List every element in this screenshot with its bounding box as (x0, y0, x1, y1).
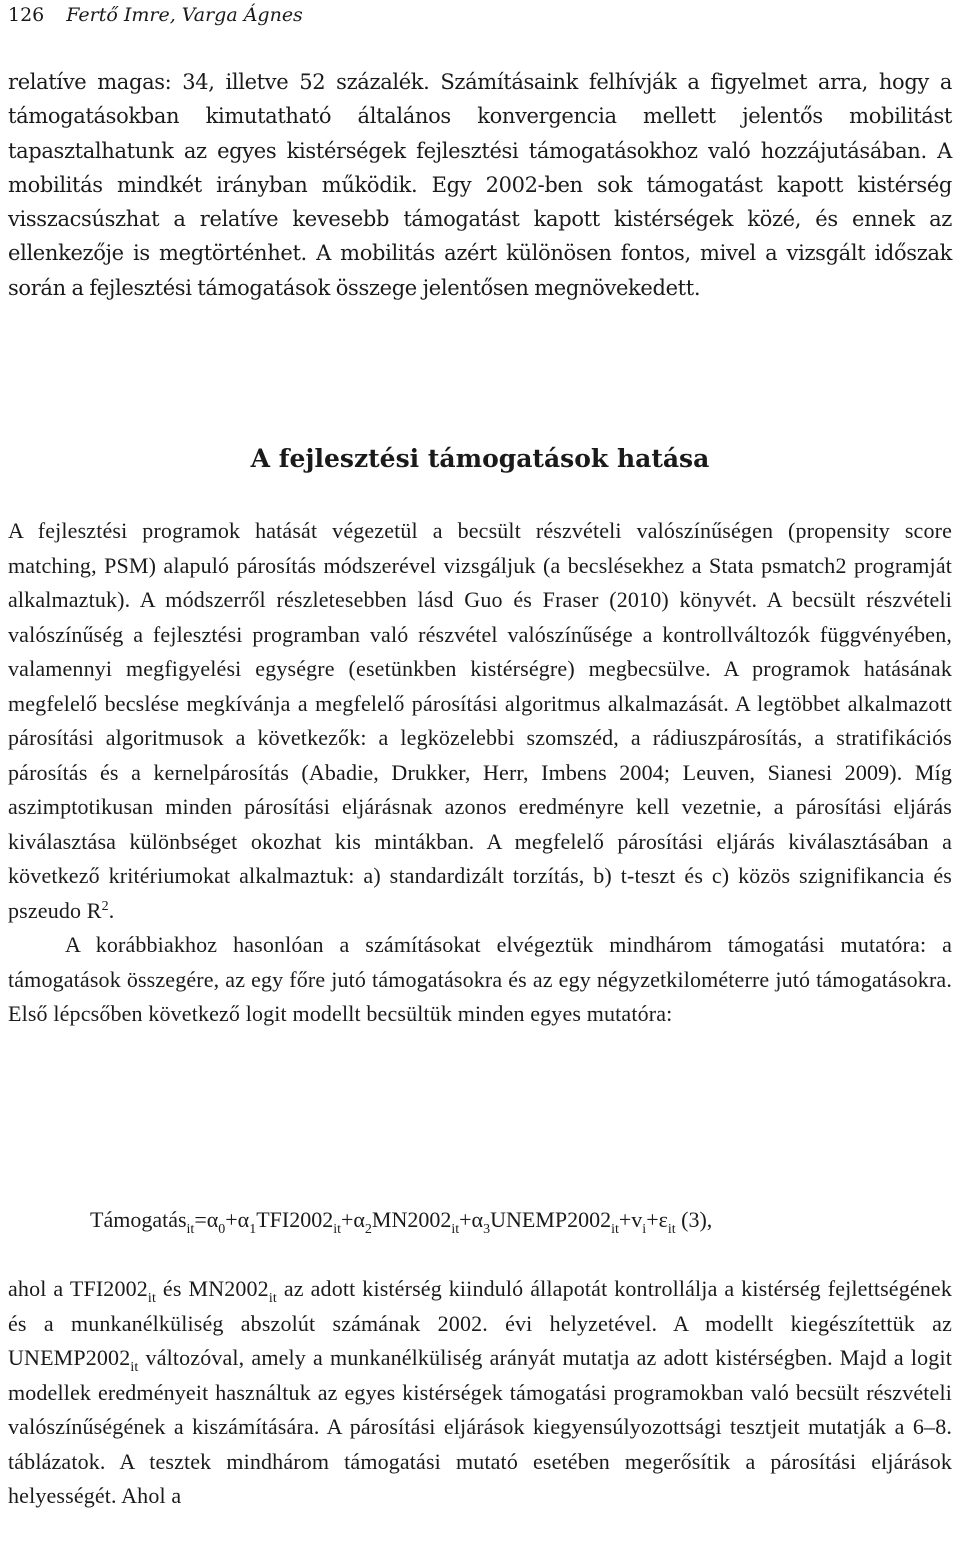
section-body (8, 514, 952, 1032)
paragraph-psm-text: A fejlesztési programok hatását végezetül a becsült részvételi valószínűségen (propensity score matching, PSM) alapuló párosítás módszerével vizsgáljuk (a becslésekhez a Stata psmatch2 programját alkalmaztuk). A módszerről részletesebben lásd Guo és Fraser (2010) könyvét. A becsült részvételi valószínűség a fejlesztési programban való részvétel valószínűsége a kontrollváltozók függvényében, valamennyi megfigyelési egységre (esetünkben kistérségre) megbecsülve. A programok hatásának megfelelő becslése megkívánja a megfelelő párosítási algoritmus alkalmazását. A legtöbbet alkalmazott párosítási algoritmusok a következők: a legközelebbi szomszéd, a rádiuszpárosítás, a stratifikációs párosítás és a kernelpárosítás (Abadie, Drukker, Herr, Imbens 2004; Leuven, Sianesi 2009). Míg aszimptotikusan minden párosítási eljárásnak azonos eredményre kell vezetnie, a párosítási eljárás kiválasztása különbséget okozhat kis mintákban. A megfelelő párosítási eljárás kiválasztásában a következő kritériumokat alkalmaztuk: a) standardizált torzítás, b) t-teszt és c) közös szignifikancia és pszeudo R (8, 518, 952, 923)
equation-number: (3), (675, 1207, 713, 1232)
paragraph-model-description: ahol a $TFI2002_{it}$ és $MN2002_{it}$ az adott kistérség kiinduló állapotát kontrollálja a kistérség fejlettségének és a munkanélküliség abszolút számának 2002. évi helyzetével. A modellt kiegészítettük az $UNEMP2002_{it}$ változóval, amely a munkanélküliség arányát mutatja az adott kistérségben. Majd a logit modellek eredményeit használtuk az egyes kistérségek támogatási programokban való becsült részvételi valószínűségének a kiszámítására. A párosítási eljárások kiegyensúlyozottsági tesztjeit mutatják a 6–8. táblázatok. A tesztek mindhárom támogatási mutató esetében megerősítik a párosítási eljárások helyességét. Ahol a (8, 1276, 952, 1508)
paragraph-psm (8, 514, 952, 928)
section-heading: A fejlesztési támogatások hatása (250, 444, 710, 473)
equation-3: $Támogatás_{it}=\alpha_0+\alpha_1TFI2002_{it}+\alpha_2MN2002_{it}+\alpha_3UNEMP2002_{it}+v_i+\varepsilon_{it}$ (3), (90, 1207, 713, 1237)
page-number: 126 (8, 4, 45, 26)
paragraph-mobility: relatíve magas: 34, illetve 52 százalék. Számításaink felhívják a figyelmet arra, hogy a támogatásokban kimutatható általános konvergencia mellett jelentős mobilitást tapasztalhatunk az egyes kistérségek fejlesztési támogatásokhoz való hozzájutásában. A mobilitás mindkét irányban működik. Egy 2002-ben sok támogatást kapott kistérség visszacsúszhat a relatíve kevesebb támogatást kapott kistérségek közé, és ennek az ellenkezője is megtörténhet. A mobilitás azért különösen fontos, mivel a vizsgált időszak során a fejlesztési támogatások összege jelentősen megnövekedett. (8, 70, 952, 300)
paragraph-psm-end: . (108, 897, 115, 923)
superscript-2: 2 (101, 898, 109, 914)
paragraph-logit-intro: A korábbiakhoz hasonlóan a számításokat elvégeztük mindhárom támogatási mutatóra: a támogatások összegére, az egy főre jutó támogatásokra és az egy négyzetkilométerre jutó támogatásokra. Első lépcsőben következő logit modellt becsültük minden egyes mutatóra: (8, 932, 952, 1026)
page-header (8, 2, 303, 28)
running-head-authors: Fertő Imre, Varga Ágnes (66, 4, 303, 26)
